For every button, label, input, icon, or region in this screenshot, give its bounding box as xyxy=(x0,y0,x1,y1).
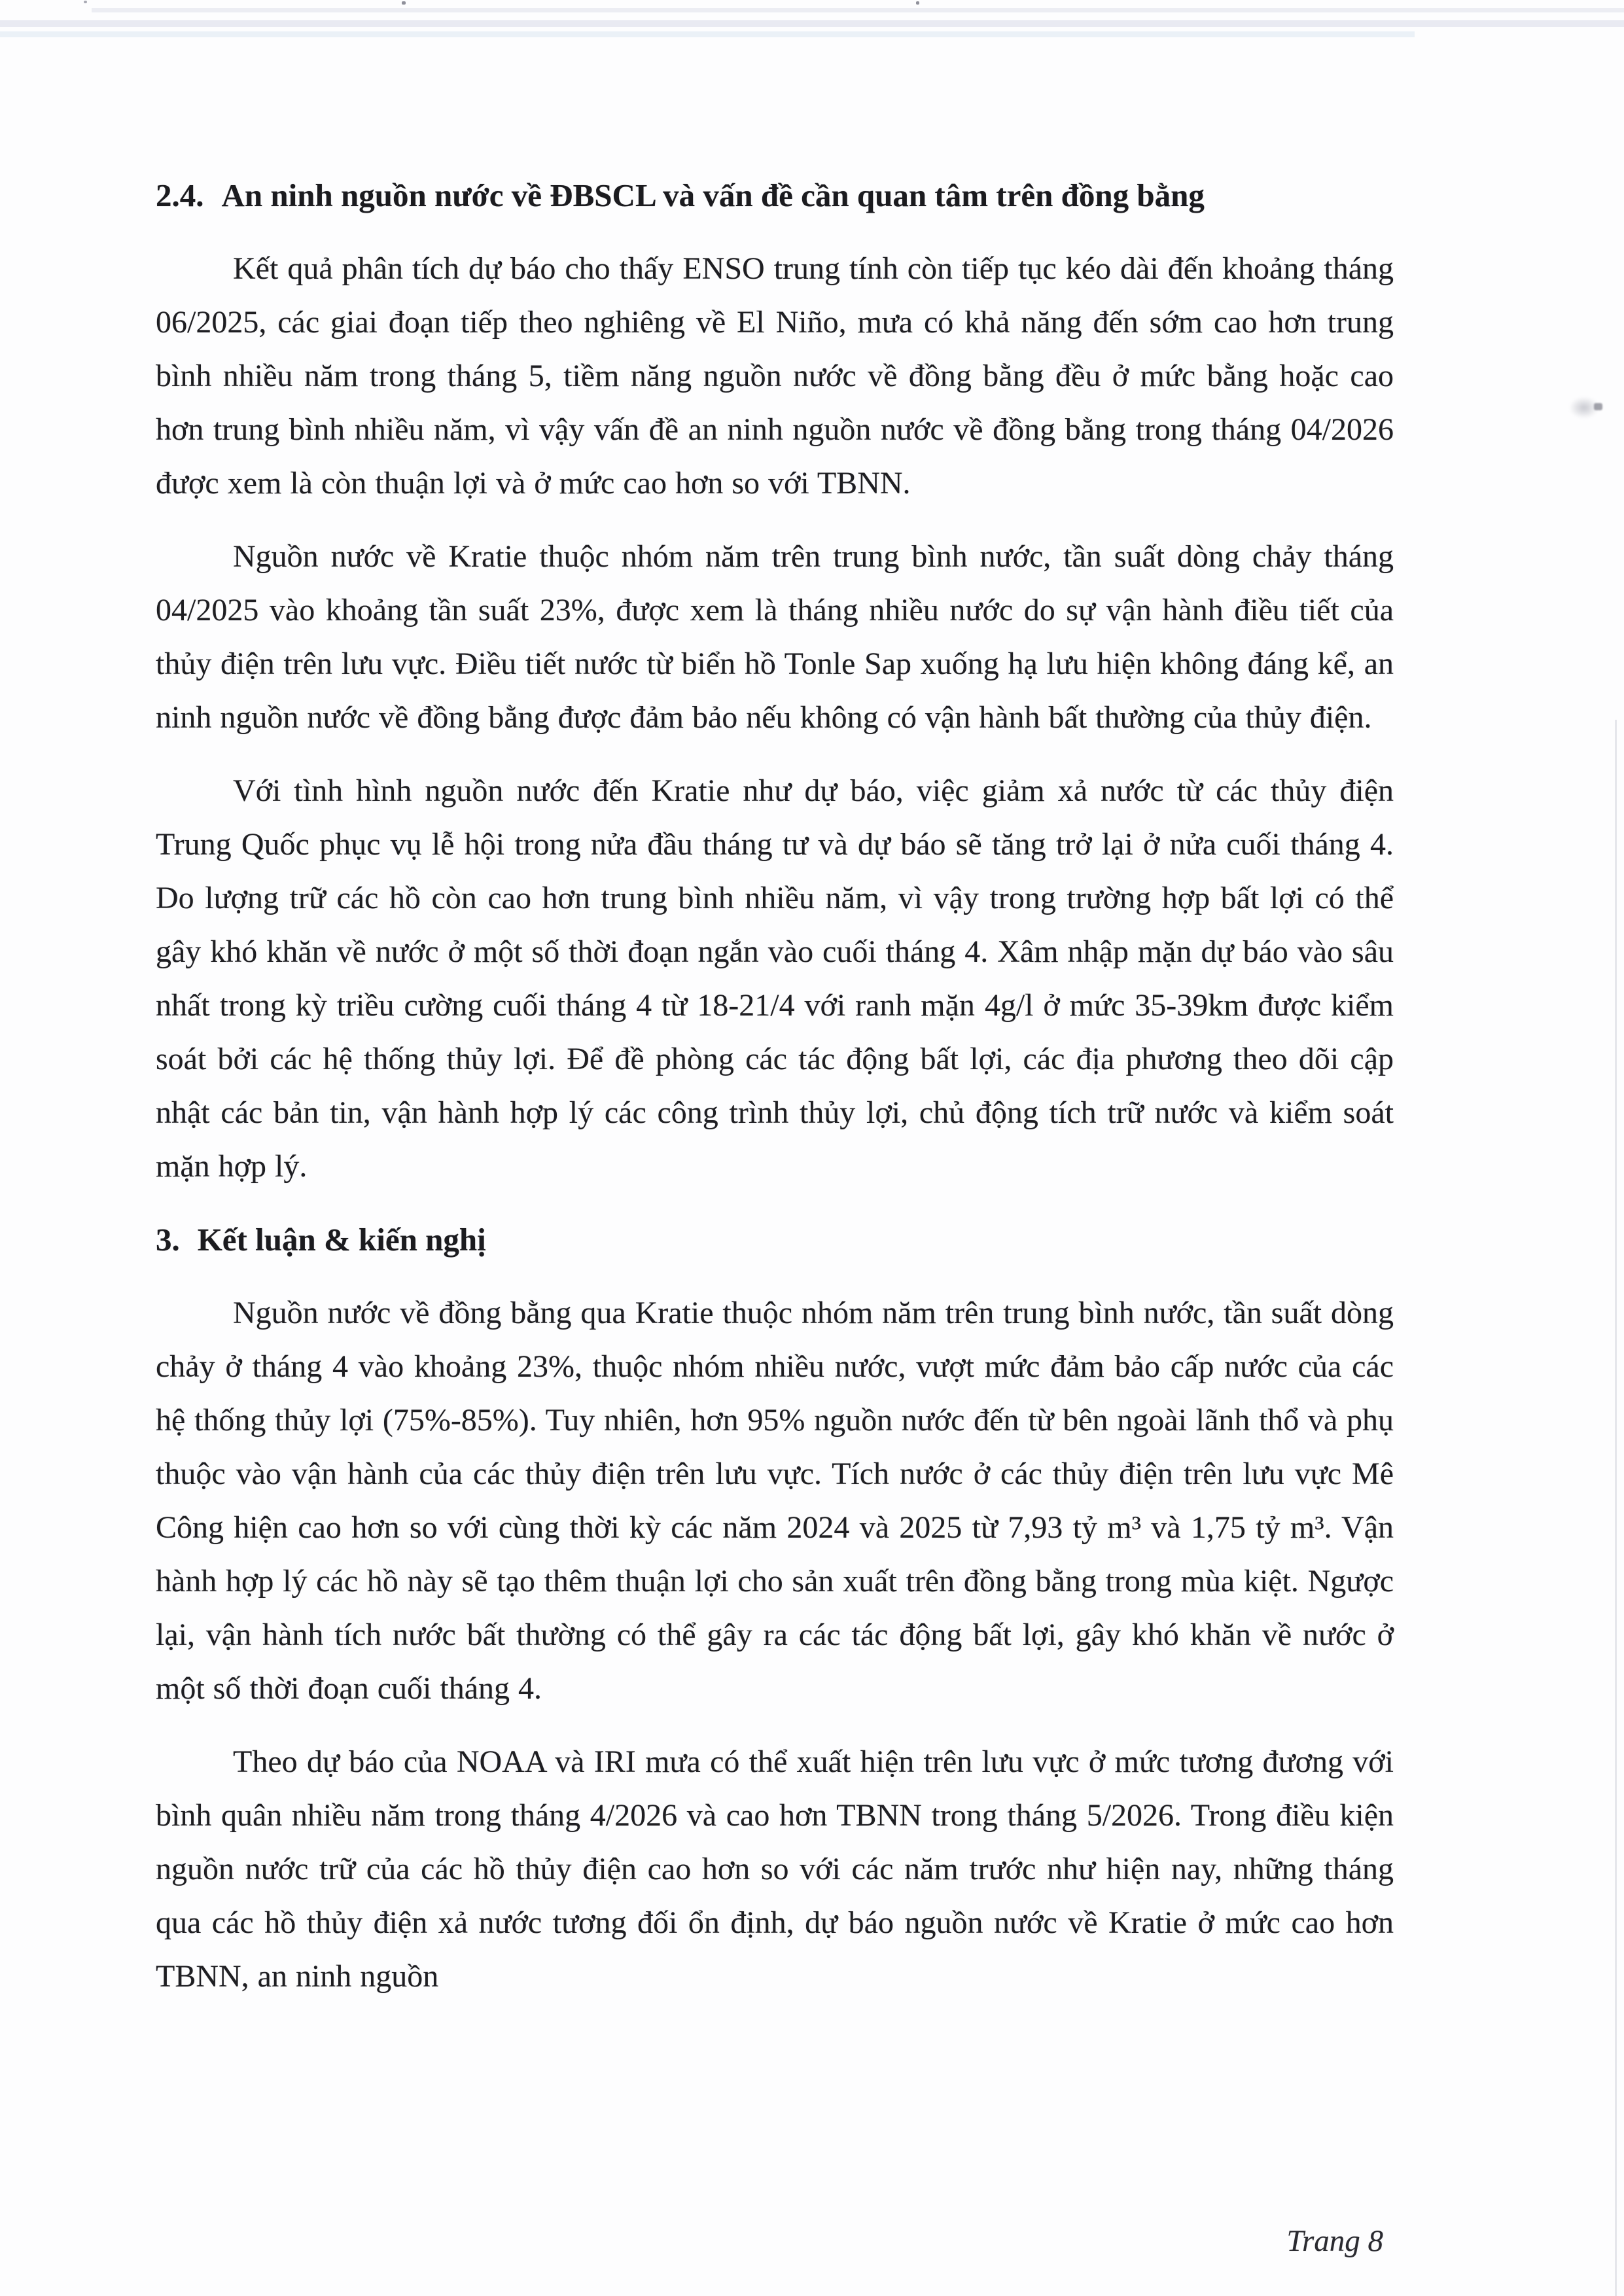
scan-smudge-artifact xyxy=(1569,397,1599,419)
scan-speck-artifact xyxy=(84,1,87,3)
scan-streak-artifact xyxy=(0,20,1624,27)
scan-streak-artifact xyxy=(0,31,1415,37)
section-heading-label: Kết luận & kiến nghị xyxy=(197,1222,486,1258)
body-paragraph: Nguồn nước về Kratie thuộc nhóm năm trên trung bình nước, tần suất dòng chảy tháng 04/2025 vào khoảng tần suất 23%, được xem là tháng nhiều nước do sự vận hành điều tiết của thủy điện trên lưu vực. Điều tiết nước từ biển hồ Tonle Sap xuống hạ lưu hiện không đáng kể, an ninh nguồn nước về đồng bằng được đảm bảo nếu không có vận hành bất thường của thủy điện. xyxy=(156,539,1394,735)
body-paragraph: Nguồn nước về đồng bằng qua Kratie thuộc nhóm năm trên trung bình nước, tần suất dòng chảy ở tháng 4 vào khoảng 23%, thuộc nhóm nhiều nước, vượt mức đảm bảo cấp nước của các hệ thống thủy lợi (75%-85%). Tuy nhiên, hơn 95% nguồn nước đến từ bên ngoài lãnh thổ và phụ thuộc vào vận hành của các thủy điện trên lưu vực. Tích nước ở các thủy điện trên lưu vực Mê Công hiện cao hơn so với cùng thời kỳ các năm 2024 và 2025 từ 7,93 tỷ m³ và 1,75 tỷ m³. Vận hành hợp lý các hồ này sẽ tạo thêm thuận lợi cho sản xuất trên đồng bằng trong mùa kiệt. Ngược lại, vận hành tích nước bất thường có thể gây ra các tác động bất lợi, gây khó khăn về nước ở một số thời đoạn cuối tháng 4. xyxy=(156,1296,1394,1706)
section-heading-2-4 xyxy=(156,169,1394,222)
scan-smudge-artifact xyxy=(1594,403,1602,410)
body-paragraph: Kết quả phân tích dự báo cho thấy ENSO trung tính còn tiếp tục kéo dài đến khoảng tháng 06/2025, các giai đoạn tiếp theo nghiêng về El Niño, mưa có khả năng đến sớm cao hơn trung bình nhiều năm trong tháng 5, tiềm năng nguồn nước về đồng bằng đều ở mức bằng hoặc cao hơn trung bình nhiều năm, vì vậy vấn đề an ninh nguồn nước về đồng bằng trong tháng 04/2026 được xem là còn thuận lợi và ở mức cao hơn so với TBNN. xyxy=(156,251,1394,501)
scan-streak-artifact xyxy=(92,8,1624,12)
scan-speck-artifact xyxy=(402,1,406,5)
section-number: 3. xyxy=(156,1222,180,1258)
section-number: 2.4. xyxy=(156,177,204,213)
document-text-block xyxy=(156,169,1394,2023)
scan-line-artifact xyxy=(1615,720,1617,2296)
section-heading-3 xyxy=(156,1213,1394,1267)
page-number: Trang 8 xyxy=(1286,2224,1383,2258)
body-paragraph: Theo dự báo của NOAA và IRI mưa có thể xuất hiện trên lưu vực ở mức tương đương với bình quân nhiều năm trong tháng 4/2026 và cao hơn TBNN trong tháng 5/2026. Trong điều kiện nguồn nước trữ của các hồ thủy điện cao hơn so với các năm trước như hiện nay, những tháng qua các hồ thủy điện xả nước tương đối ổn định, dự báo nguồn nước về Kratie ở mức cao hơn TBNN, an ninh nguồn xyxy=(156,1744,1394,1994)
scan-speck-artifact xyxy=(916,1,919,5)
body-paragraph: Với tình hình nguồn nước đến Kratie như dự báo, việc giảm xả nước từ các thủy điện Trung Quốc phục vụ lễ hội trong nửa đầu tháng tư và dự báo sẽ tăng trở lại ở nửa cuối tháng 4. Do lượng trữ các hồ còn cao hơn trung bình nhiều năm, vì vậy trong trường hợp bất lợi có thể gây khó khăn về nước ở một số thời đoạn ngắn vào cuối tháng 4. Xâm nhập mặn dự báo vào sâu nhất trong kỳ triều cường cuối tháng 4 từ 18-21/4 với ranh mặn 4g/l ở mức 35-39km được kiểm soát bởi các hệ thống thủy lợi. Để đề phòng các tác động bất lợi, các địa phương theo dõi cập nhật các bản tin, vận hành hợp lý các công trình thủy lợi, chủ động tích trữ nước và kiểm soát mặn hợp lý. xyxy=(156,773,1394,1184)
section-heading-label: An ninh nguồn nước về ĐBSCL và vấn đề cần quan tâm trên đồng bằng xyxy=(221,177,1205,213)
